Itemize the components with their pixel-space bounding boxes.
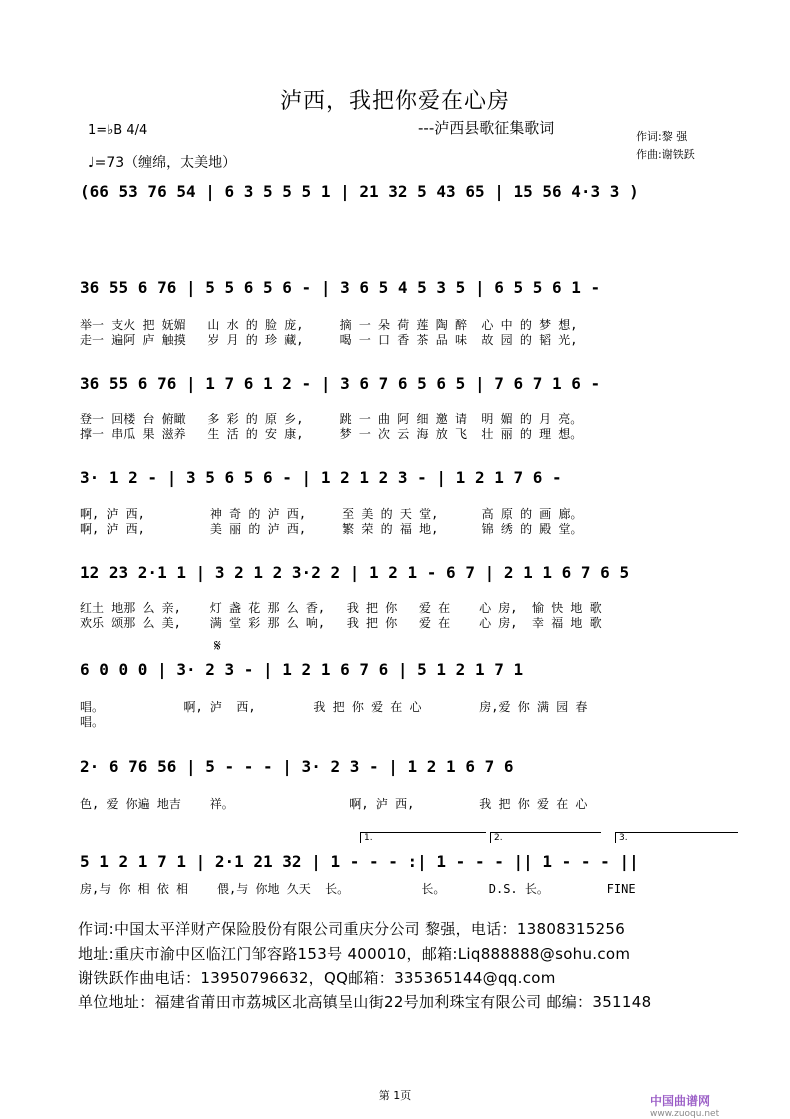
ending-label-3: 3. xyxy=(619,833,628,843)
lyric-line-2b: 走一 遍阿 庐 触摸 岁 月 的 珍 藏, 喝 一 口 香 茶 品 味 故 园 的 韬 光, xyxy=(80,333,578,347)
ending-bracket-1 xyxy=(360,832,486,843)
lyric-line-5a: 红土 地那 么 亲, 灯 盏 花 那 么 香, 我 把 你 爱 在 心 房, 愉 快 地 歌 xyxy=(80,601,602,615)
footer-unit-address: 单位地址：福建省莆田市荔城区北高镇呈山街22号加利珠宝有限公司 邮编：351148 xyxy=(78,993,652,1011)
ending-label-2: 2. xyxy=(494,833,503,843)
watermark-text: 中国曲谱网 xyxy=(650,1094,711,1108)
footer-address: 地址:重庆市渝中区临江门邹容路153号 400010，邮箱:Liq888888@sohu.com xyxy=(78,945,631,963)
lyric-line-6b: 唱。 xyxy=(80,715,105,729)
footer-composer-contact: 谢铁跃作曲电话：13950796632，QQ邮箱：335365144@qq.com xyxy=(78,969,556,987)
tempo-marking: ♩=73（缠绵，太美地） xyxy=(88,155,237,171)
lyric-line-3b: 撑一 串瓜 果 滋养 生 活 的 安 康, 梦 一 次 云 海 放 飞 壮 丽 的 理 想。 xyxy=(80,427,583,441)
lyricist-credit: 作词:黎 强 xyxy=(636,130,688,143)
lyric-line-6a: 唱。 啊, 泸 西, 我 把 你 爱 在 心 房,爱 你 满 园 春 xyxy=(80,700,588,714)
watermark-logo xyxy=(650,1092,719,1119)
lyric-line-4a: 啊, 泸 西, 神 奇 的 泸 西, 至 美 的 天 堂, 高 原 的 画 廊。 xyxy=(80,507,583,521)
song-title: 泸西，我把你爱在心房 xyxy=(279,89,510,114)
lyric-line-2a: 举一 支火 把 妩媚 山 水 的 脸 庞, 摘 一 朵 荷 莲 陶 醉 心 中 的 梦 想, xyxy=(80,318,578,332)
score-line-3: 36 55 6 76 | 1 7 6 1 2 - | 3 6 7 6 5 6 5 | 7 6 7 1 6 - xyxy=(80,374,601,393)
score-line-6: 6 0 0 0 | 3· 2 3 - | 1 2 1 6 7 6 | 5 1 2 1 7 1 xyxy=(80,660,524,679)
lyric-line-7a: 色, 爱 你遍 地吉 祥。 啊, 泸 西, 我 把 你 爱 在 心 xyxy=(80,797,588,811)
footer-lyricist-contact: 作词:中国太平洋财产保险股份有限公司重庆分公司 黎强，电话：13808315256 xyxy=(78,920,626,938)
score-line-5: 12 23 2·1 1 | 3 2 1 2 3·2 2 | 1 2 1 - 6 7 | 2 1 1 6 7 6 5 xyxy=(80,563,630,582)
lyric-line-3a: 登一 回楼 台 俯瞰 多 彩 的 原 乡, 跳 一 曲 阿 细 邀 请 明 媚 的 月 亮。 xyxy=(80,412,583,426)
segno-sign: 𝄋 xyxy=(214,636,221,655)
lyric-line-5b: 欢乐 颂那 么 美, 满 堂 彩 那 么 响, 我 把 你 爱 在 心 房, 幸 福 地 歌 xyxy=(80,616,602,630)
score-line-1: (66 53 76 54 | 6 3 5 5 5 1 | 21 32 5 43 65 | 15 56 4·3 3 ) xyxy=(80,182,639,201)
composer-credit: 作曲:谢铁跃 xyxy=(636,148,695,161)
score-line-4: 3· 1 2 - | 3 5 6 5 6 - | 1 2 1 2 3 - | 1 2 1 7 6 - xyxy=(80,468,562,487)
song-subtitle: ---泸西县歌征集歌词 xyxy=(418,119,555,137)
lyric-line-8a: 房,与 你 相 依 相 偎,与 你地 久天 长。 长。 D.S. 长。 FINE xyxy=(80,882,636,896)
ending-bracket-3 xyxy=(615,832,738,843)
page-number: 第 1页 xyxy=(378,1089,412,1102)
ending-bracket-2 xyxy=(490,832,601,843)
lyric-line-4b: 啊, 泸 西, 美 丽 的 泸 西, 繁 荣 的 福 地, 锦 绣 的 殿 堂。 xyxy=(80,522,583,536)
key-signature: 1=♭B 4/4 xyxy=(88,123,148,138)
watermark-url: www.zuoqu.net xyxy=(650,1109,720,1119)
score-line-7: 2· 6 76 56 | 5 - - - | 3· 2 3 - | 1 2 1 6 7 6 xyxy=(80,757,514,776)
score-line-8: 5 1 2 1 7 1 | 2·1 21 32 | 1 - - - :| 1 - - - || 1 - - - || xyxy=(80,852,639,871)
ending-label-1: 1. xyxy=(364,833,373,843)
score-line-2: 36 55 6 76 | 5 5 6 5 6 - | 3 6 5 4 5 3 5 | 6 5 5 6 1 - xyxy=(80,278,601,297)
